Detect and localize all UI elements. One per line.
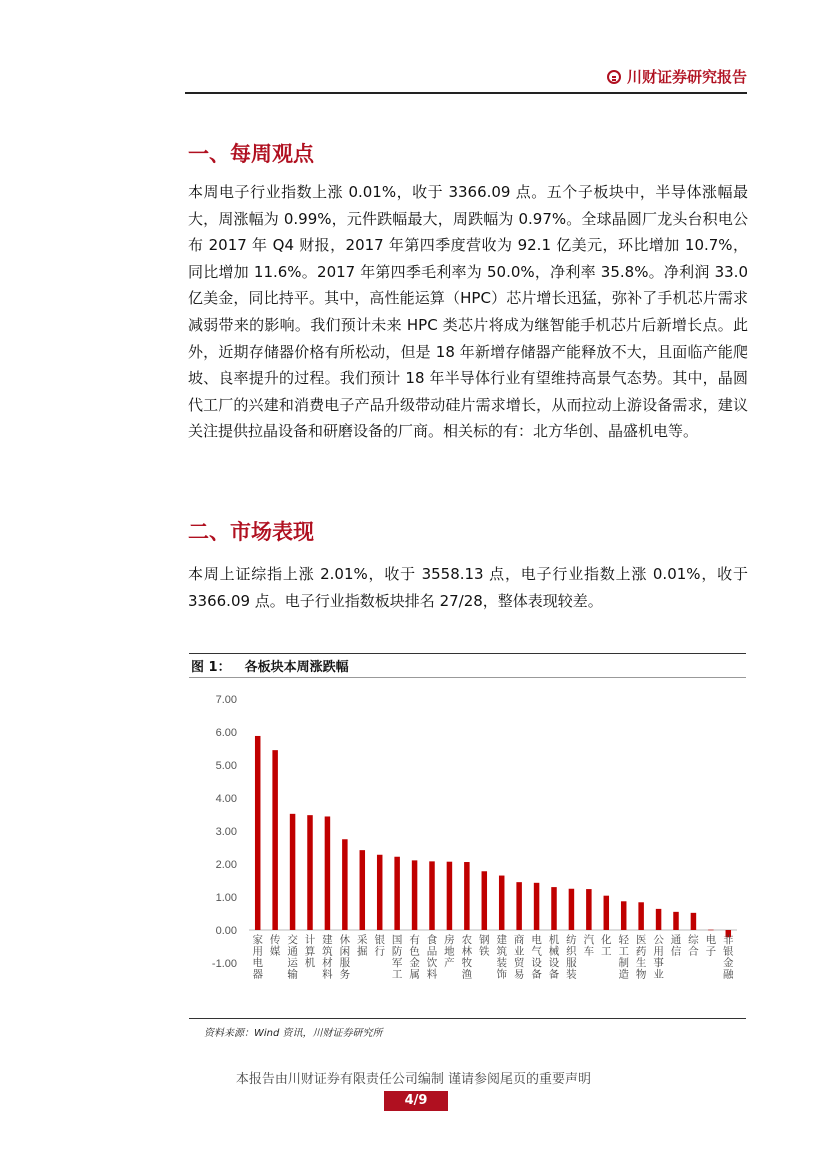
bar bbox=[272, 750, 278, 930]
figure-top-rule bbox=[189, 653, 746, 654]
x-tick-label: 金 bbox=[409, 957, 420, 969]
figure-title bbox=[191, 656, 349, 675]
market-performance-paragraph: 本周上证综指上涨 2.01%，收于 3558.13 点，电子行业指数上涨 0.01%，收于 3366.09 点。电子行业指数板块排名 27/28，整体表现较差。 bbox=[188, 565, 748, 610]
x-tick-label: 银 bbox=[723, 945, 734, 958]
bar bbox=[290, 814, 296, 930]
x-tick-label: 纺 bbox=[566, 934, 577, 946]
x-tick-label: 食 bbox=[426, 934, 438, 946]
x-tick-label: 掘 bbox=[357, 945, 368, 958]
x-tick-label: 房 bbox=[444, 934, 455, 946]
x-tick-label: 军 bbox=[391, 957, 403, 969]
bar bbox=[377, 855, 383, 930]
x-tick-label: 服 bbox=[566, 957, 577, 969]
x-tick-label: 用 bbox=[252, 945, 263, 958]
x-tick-label: 电 bbox=[252, 957, 263, 969]
x-tick-label: 属 bbox=[409, 968, 420, 981]
x-tick-label: 商 bbox=[513, 934, 525, 946]
x-tick-label: 饮 bbox=[426, 957, 438, 969]
bar bbox=[708, 930, 714, 931]
bar bbox=[691, 913, 697, 930]
figure-caption: 各板块本周涨跌幅 bbox=[244, 660, 349, 675]
x-tick-label: 造 bbox=[618, 968, 629, 981]
x-tick-label: 制 bbox=[618, 957, 629, 969]
x-tick-label: 农 bbox=[461, 934, 473, 946]
x-tick-label: 输 bbox=[287, 968, 298, 981]
x-tick-label: 工 bbox=[601, 945, 612, 958]
bar bbox=[673, 912, 679, 930]
x-tick-label: 设 bbox=[531, 957, 542, 969]
y-tick-label: 3.00 bbox=[215, 826, 237, 838]
x-tick-label: 汽 bbox=[583, 934, 595, 946]
x-tick-label: 防 bbox=[391, 945, 403, 958]
bar bbox=[482, 871, 488, 930]
x-tick-label: 工 bbox=[391, 968, 403, 981]
header-divider bbox=[185, 92, 747, 94]
x-tick-label: 事 bbox=[653, 957, 664, 969]
bar bbox=[586, 889, 592, 930]
x-tick-label: 运 bbox=[287, 957, 298, 969]
y-tick-label: 0.00 bbox=[215, 925, 237, 937]
y-tick-label: 1.00 bbox=[215, 892, 237, 904]
x-tick-label: 子 bbox=[705, 945, 717, 958]
x-tick-label: 化 bbox=[601, 934, 612, 946]
x-tick-label: 融 bbox=[723, 968, 734, 981]
x-tick-label: 地 bbox=[444, 945, 455, 958]
x-tick-label: 信 bbox=[670, 945, 682, 958]
bar bbox=[534, 883, 540, 930]
y-tick-label: 4.00 bbox=[215, 793, 237, 805]
x-tick-label: 业 bbox=[513, 945, 525, 958]
x-tick-label: 物 bbox=[635, 968, 647, 981]
x-tick-label: 械 bbox=[548, 945, 560, 958]
x-tick-label: 料 bbox=[322, 968, 333, 981]
x-tick-label: 公 bbox=[653, 934, 664, 946]
figure-label: 图 1： bbox=[191, 660, 231, 675]
x-tick-label: 业 bbox=[653, 968, 664, 981]
y-tick-label: 6.00 bbox=[215, 727, 237, 739]
x-tick-label: 气 bbox=[531, 945, 542, 958]
x-tick-label: 器 bbox=[252, 968, 263, 981]
bar bbox=[621, 901, 627, 930]
x-tick-label: 饰 bbox=[496, 968, 507, 981]
x-tick-label: 家 bbox=[252, 934, 263, 946]
x-tick-label: 产 bbox=[444, 957, 455, 969]
x-tick-label: 媒 bbox=[269, 945, 281, 958]
x-tick-label: 传 bbox=[269, 934, 281, 946]
x-tick-label: 轻 bbox=[618, 934, 629, 946]
x-tick-label: 务 bbox=[339, 968, 351, 981]
figure-title-rule bbox=[189, 677, 746, 678]
bar bbox=[656, 909, 662, 930]
figure-bottom-rule bbox=[189, 1018, 746, 1019]
y-tick-label: 2.00 bbox=[215, 859, 237, 871]
y-tick-label: 7.00 bbox=[215, 694, 237, 706]
x-tick-label: 设 bbox=[548, 957, 560, 969]
company-logo-icon bbox=[607, 70, 621, 84]
x-tick-label: 铁 bbox=[479, 945, 490, 958]
x-tick-label: 算 bbox=[304, 945, 316, 958]
x-tick-label: 钢 bbox=[479, 934, 490, 946]
x-tick-label: 织 bbox=[566, 945, 577, 958]
x-tick-label: 材 bbox=[322, 957, 333, 969]
x-tick-label: 易 bbox=[513, 968, 525, 981]
x-tick-label: 用 bbox=[653, 945, 664, 958]
bar bbox=[464, 862, 470, 930]
x-tick-label: 机 bbox=[304, 957, 316, 969]
header-brand bbox=[607, 66, 747, 87]
y-tick-label: -1.00 bbox=[211, 958, 237, 970]
x-tick-label: 通 bbox=[670, 934, 682, 946]
figure-source: 资料来源：Wind 资讯，川财证券研究所 bbox=[204, 1028, 383, 1039]
x-tick-label: 计 bbox=[304, 934, 316, 946]
brand-name: 川财证券研究报告 bbox=[626, 68, 747, 86]
x-tick-label: 渔 bbox=[461, 968, 473, 981]
x-tick-label: 装 bbox=[566, 968, 577, 981]
section-title-weekly-view: 一、每周观点 bbox=[188, 141, 314, 166]
x-tick-label: 金 bbox=[723, 957, 734, 969]
x-tick-label: 行 bbox=[374, 945, 385, 958]
x-tick-label: 备 bbox=[531, 968, 542, 981]
bar bbox=[638, 902, 644, 930]
x-tick-label: 电 bbox=[531, 934, 542, 946]
x-tick-label: 生 bbox=[635, 957, 647, 969]
x-tick-label: 品 bbox=[426, 945, 438, 958]
section-title-market-performance: 二、市场表现 bbox=[188, 519, 314, 544]
x-tick-label: 通 bbox=[287, 945, 298, 958]
x-tick-label: 筑 bbox=[322, 945, 333, 958]
x-tick-label: 机 bbox=[548, 934, 560, 946]
x-tick-label: 有 bbox=[409, 934, 420, 946]
bar bbox=[412, 860, 418, 930]
x-tick-label: 服 bbox=[339, 957, 351, 969]
bar bbox=[307, 815, 313, 930]
bar bbox=[360, 850, 366, 930]
bar bbox=[447, 862, 453, 930]
page-number: 4/9 bbox=[384, 1091, 448, 1111]
x-tick-label: 料 bbox=[426, 968, 438, 981]
sector-change-bar-chart bbox=[189, 682, 747, 1012]
x-tick-label: 交 bbox=[287, 934, 298, 946]
x-tick-label: 药 bbox=[635, 945, 647, 958]
bar bbox=[569, 889, 575, 930]
bar bbox=[255, 736, 261, 930]
x-tick-label: 休 bbox=[339, 934, 351, 946]
bar bbox=[499, 876, 505, 930]
y-tick-label: 5.00 bbox=[215, 760, 237, 772]
x-tick-label: 采 bbox=[357, 934, 368, 946]
x-tick-label: 工 bbox=[618, 945, 629, 958]
x-tick-label: 牧 bbox=[461, 957, 473, 969]
bar bbox=[516, 882, 522, 930]
x-tick-label: 电 bbox=[705, 934, 717, 946]
footer-disclaimer: 本报告由川财证券有限责任公司编制 谨请参阅尾页的重要声明 bbox=[235, 1072, 592, 1087]
x-tick-label: 林 bbox=[461, 945, 473, 958]
x-tick-label: 建 bbox=[496, 934, 507, 946]
x-tick-label: 装 bbox=[496, 957, 507, 969]
weekly-view-paragraph: 本周电子行业指数上涨 0.01%，收于 3366.09 点。五个子板块中，半导体涨幅最大，周涨幅为 0.99%，元件跌幅最大，周跌幅为 0.97%。全球晶圆厂龙头台积电公布 2017 年 Q4 财报，2017 年第四季度营收为 92.1 亿美元，环比增加 10.7%，同比增加 11.6%。2017 年第四季毛利率为 50.0%，净利率 35.8%。净利润 33.0 亿美金，同比持平。其中，高性能运算（HPC）芯片增长迅猛，弥补了手机芯片需求减弱带来的影响。我们预计未来 HPC 类芯片将成为继智能手机芯片后新增长点。此外，近期存储器价格有所松动，但是 18 年新增存储器产能释放不大，且面临产能爬坡、良率提升的过程。我们预计 18 年半导体行业有望维持高景气态势。其中，晶圆代工厂的兴建和消费电子产品升级带动硅片需求增长，从而拉动上游设备需求，建议关注提供拉晶设备和研磨设备的厂商。相关标的有：北方华创、晶盛机电等。 bbox=[188, 183, 748, 441]
bar bbox=[604, 896, 610, 930]
x-tick-label: 闲 bbox=[339, 945, 351, 958]
x-tick-label: 非 bbox=[723, 934, 734, 946]
x-tick-label: 银 bbox=[374, 934, 385, 946]
x-tick-label: 贸 bbox=[513, 957, 525, 969]
x-tick-label: 医 bbox=[635, 934, 647, 946]
x-tick-label: 综 bbox=[688, 934, 699, 946]
bar bbox=[325, 816, 331, 930]
x-tick-label: 国 bbox=[391, 934, 403, 946]
x-tick-label: 备 bbox=[548, 968, 560, 981]
bar bbox=[342, 839, 348, 930]
x-tick-label: 色 bbox=[409, 945, 420, 958]
x-tick-label: 建 bbox=[322, 934, 333, 946]
bar bbox=[394, 857, 400, 930]
bar bbox=[551, 887, 557, 930]
x-tick-label: 筑 bbox=[496, 945, 507, 958]
bar bbox=[429, 861, 435, 930]
x-tick-label: 车 bbox=[583, 945, 595, 958]
x-tick-label: 合 bbox=[688, 945, 699, 958]
